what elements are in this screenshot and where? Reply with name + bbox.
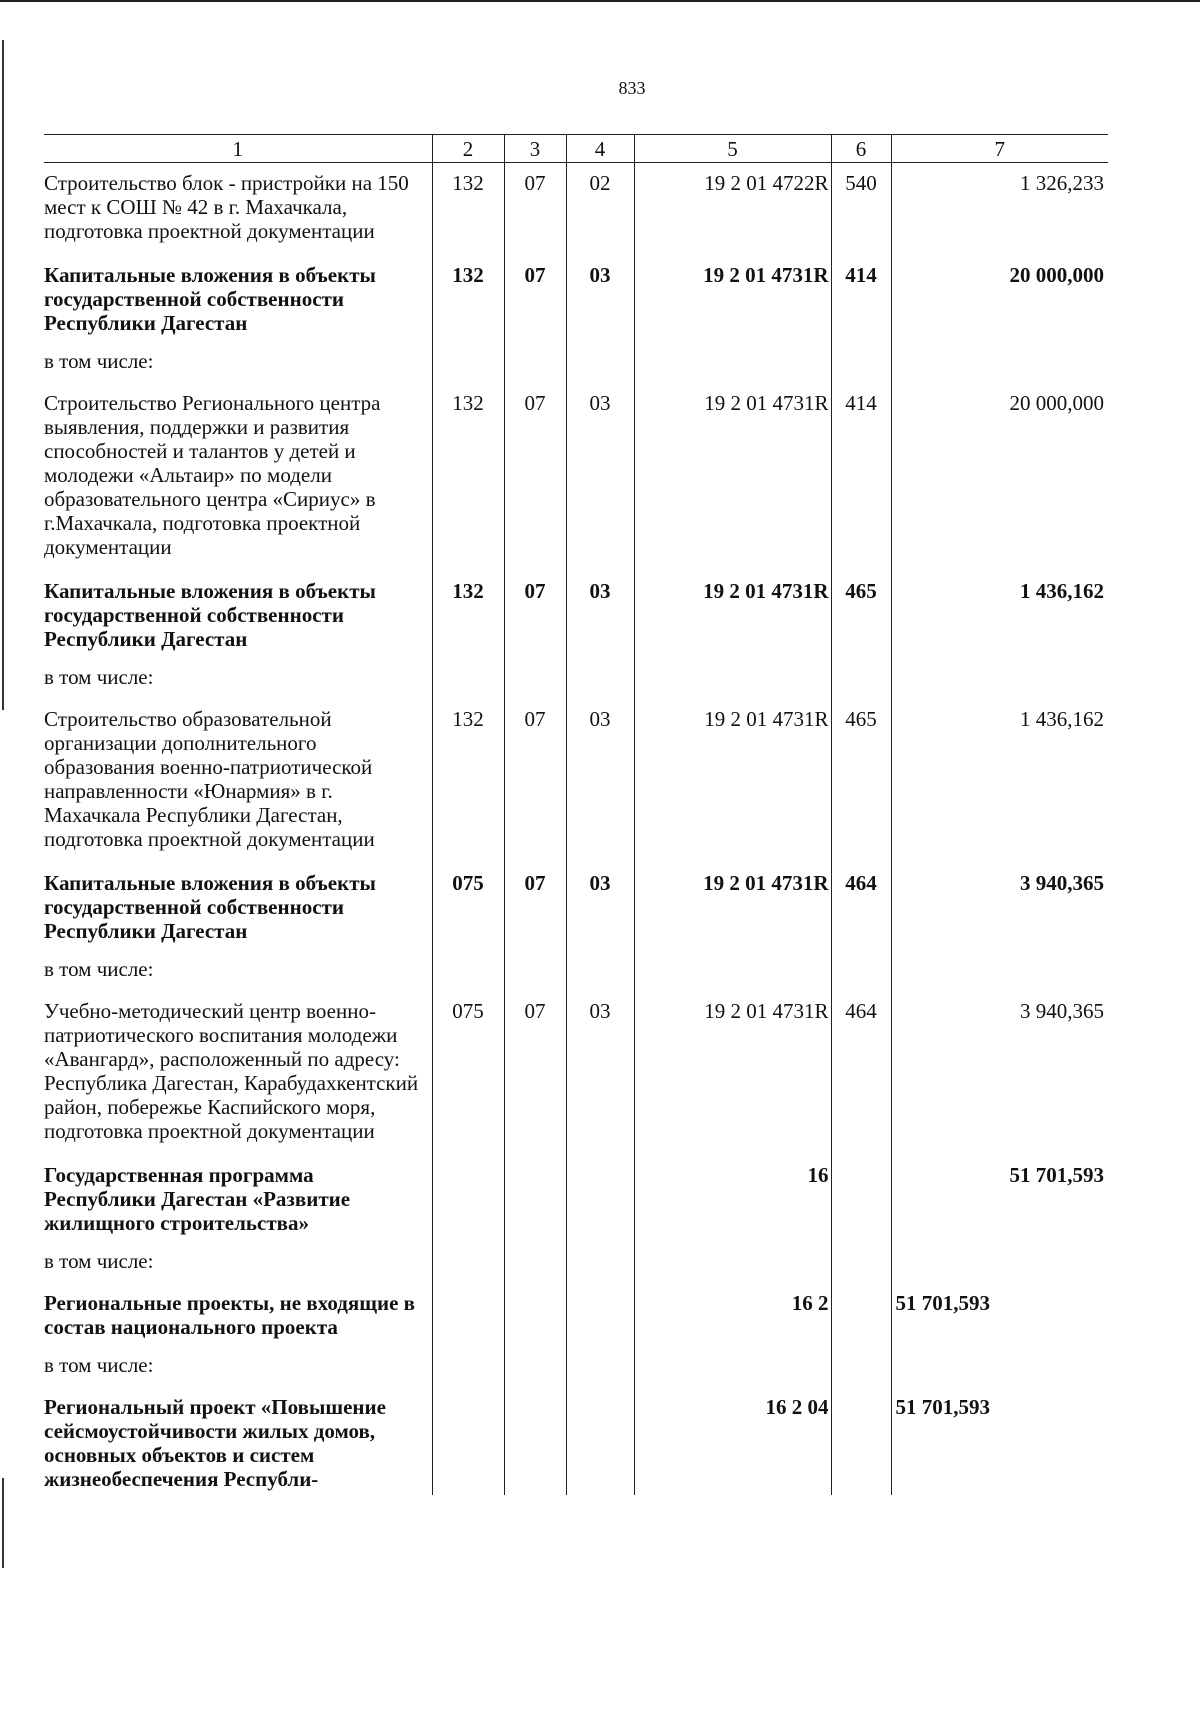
section-code: 07 — [504, 163, 566, 256]
target-article: 19 2 01 4731R — [634, 699, 831, 863]
target-article: 19 2 01 4731R — [634, 255, 831, 347]
empty-cell — [831, 347, 891, 383]
table-row-total — [44, 255, 1108, 347]
empty-cell — [831, 955, 891, 991]
amount: 1 436,162 — [891, 699, 1108, 863]
empty-cell — [432, 663, 504, 699]
subsection-code: 03 — [566, 571, 634, 663]
subtotal-label-row — [44, 955, 1108, 991]
column-number-row — [44, 135, 1108, 163]
amount: 20 000,000 — [891, 255, 1108, 347]
empty-cell — [504, 663, 566, 699]
empty-cell — [566, 1247, 634, 1283]
expense-type: 465 — [831, 699, 891, 863]
table-row — [44, 383, 1108, 571]
empty-cell — [634, 955, 831, 991]
subsection-code — [566, 1283, 634, 1351]
expense-type — [831, 1283, 891, 1351]
empty-cell — [634, 1247, 831, 1283]
subtotal-label-row — [44, 1247, 1108, 1283]
empty-cell — [504, 1247, 566, 1283]
section-code: 07 — [504, 255, 566, 347]
empty-cell — [504, 1351, 566, 1387]
target-article: 19 2 01 4731R — [634, 991, 831, 1155]
section-code: 07 — [504, 863, 566, 955]
amount: 51 701,593 — [891, 1387, 1108, 1495]
empty-cell — [891, 663, 1108, 699]
label-in-total: в том числе: — [44, 957, 154, 981]
column-header: 2 — [432, 135, 504, 163]
subsection-code: 03 — [566, 383, 634, 571]
target-article: 19 2 01 4731R — [634, 571, 831, 663]
amount: 3 940,365 — [891, 863, 1108, 955]
expense-type — [831, 1155, 891, 1247]
target-article: 16 2 — [634, 1283, 831, 1351]
label-in-total: в том числе: — [44, 1249, 154, 1273]
amount: 1 436,162 — [891, 571, 1108, 663]
section-code: 07 — [504, 991, 566, 1155]
empty-cell — [831, 663, 891, 699]
empty-cell — [891, 347, 1108, 383]
amount: 3 940,365 — [891, 991, 1108, 1155]
column-header: 3 — [504, 135, 566, 163]
label-in-total: в том числе: — [44, 1353, 154, 1377]
subsection-code — [566, 1387, 634, 1495]
empty-cell — [891, 1351, 1108, 1387]
table-body — [44, 163, 1108, 1496]
expense-type: 414 — [831, 383, 891, 571]
item-name: Строительство Регионального центра выявления, поддержки и развития способностей и талантов у детей и молодежи «Альтаир» по модели образовательного центра «Сириус» в г.Махачкала, подготовка проектной документации — [44, 391, 381, 559]
admin-code: 075 — [432, 863, 504, 955]
empty-cell — [432, 955, 504, 991]
empty-cell — [566, 1351, 634, 1387]
empty-cell — [566, 347, 634, 383]
top-rule — [0, 0, 1200, 2]
subtotal-label-row — [44, 1351, 1108, 1387]
admin-code: 132 — [432, 383, 504, 571]
column-header: 1 — [44, 135, 432, 163]
subsection-code — [566, 1155, 634, 1247]
expense-type: 464 — [831, 991, 891, 1155]
admin-code: 132 — [432, 699, 504, 863]
empty-cell — [634, 663, 831, 699]
item-name: Региональный проект «Повышение сейсмоустойчивости жилых домов, основных объектов и систем жизнеобеспечения Республи- — [44, 1395, 386, 1491]
budget-table — [44, 134, 1108, 1495]
target-article: 19 2 01 4722R — [634, 163, 831, 256]
section-code: 07 — [504, 571, 566, 663]
table-row — [44, 699, 1108, 863]
table-row-total — [44, 1387, 1108, 1495]
item-name: Капитальные вложения в объекты государственной собственности Республики Дагестан — [44, 871, 376, 943]
admin-code — [432, 1283, 504, 1351]
admin-code: 132 — [432, 571, 504, 663]
table-row — [44, 163, 1108, 256]
target-article: 16 — [634, 1155, 831, 1247]
table-row-total — [44, 1283, 1108, 1351]
item-name: Региональные проекты, не входящие в состав национального проекта — [44, 1291, 415, 1339]
expense-type: 414 — [831, 255, 891, 347]
scan-edge-left-lower — [2, 1478, 4, 1568]
amount: 51 701,593 — [891, 1155, 1108, 1247]
target-article: 19 2 01 4731R — [634, 383, 831, 571]
label-in-total: в том числе: — [44, 349, 154, 373]
expense-type: 465 — [831, 571, 891, 663]
amount: 20 000,000 — [891, 383, 1108, 571]
subsection-code: 03 — [566, 991, 634, 1155]
table-row-total — [44, 863, 1108, 955]
subsection-code: 03 — [566, 699, 634, 863]
target-article: 19 2 01 4731R — [634, 863, 831, 955]
subtotal-label-row — [44, 663, 1108, 699]
empty-cell — [504, 347, 566, 383]
admin-code: 132 — [432, 255, 504, 347]
item-name: Строительство образовательной организации дополнительного образования военно-патриотической направленности «Юнармия» в г. Махачкала Республики Дагестан, подготовка проектной документации — [44, 707, 375, 851]
subtotal-label-row — [44, 347, 1108, 383]
section-code — [504, 1155, 566, 1247]
item-name: Капитальные вложения в объекты государственной собственности Республики Дагестан — [44, 579, 376, 651]
empty-cell — [504, 955, 566, 991]
section-code — [504, 1387, 566, 1495]
item-name: Капитальные вложения в объекты государственной собственности Республики Дагестан — [44, 263, 376, 335]
subsection-code: 02 — [566, 163, 634, 256]
empty-cell — [891, 1247, 1108, 1283]
empty-cell — [566, 663, 634, 699]
item-name: Учебно-методический центр военно-патриотического воспитания молодежи «Авангард», расположенный по адресу: Республика Дагестан, Карабудахкентский район, побережье Каспийского моря, подготовка проектной документации — [44, 999, 419, 1143]
empty-cell — [634, 347, 831, 383]
item-name: Государственная программа Республики Дагестан «Развитие жилищного строительства» — [44, 1163, 351, 1235]
subsection-code: 03 — [566, 863, 634, 955]
section-code: 07 — [504, 699, 566, 863]
empty-cell — [432, 1351, 504, 1387]
section-code: 07 — [504, 383, 566, 571]
admin-code — [432, 1387, 504, 1495]
column-header: 4 — [566, 135, 634, 163]
amount: 1 326,233 — [891, 163, 1108, 256]
admin-code — [432, 1155, 504, 1247]
column-header: 7 — [891, 135, 1108, 163]
expense-type: 540 — [831, 163, 891, 256]
empty-cell — [891, 955, 1108, 991]
target-article: 16 2 04 — [634, 1387, 831, 1495]
column-header: 6 — [831, 135, 891, 163]
admin-code: 132 — [432, 163, 504, 256]
table-row-total — [44, 1155, 1108, 1247]
admin-code: 075 — [432, 991, 504, 1155]
item-name: Строительство блок - пристройки на 150 мест к СОШ № 42 в г. Махачкала, подготовка проектной документации — [44, 171, 409, 243]
amount: 51 701,593 — [891, 1283, 1108, 1351]
page-number: 833 — [618, 78, 646, 98]
subsection-code: 03 — [566, 255, 634, 347]
scan-edge-left — [2, 40, 4, 710]
section-code — [504, 1283, 566, 1351]
expense-type — [831, 1387, 891, 1495]
table-row-total — [44, 571, 1108, 663]
empty-cell — [432, 347, 504, 383]
empty-cell — [634, 1351, 831, 1387]
table-row — [44, 991, 1108, 1155]
empty-cell — [831, 1247, 891, 1283]
empty-cell — [566, 955, 634, 991]
expense-type: 464 — [831, 863, 891, 955]
empty-cell — [432, 1247, 504, 1283]
empty-cell — [831, 1351, 891, 1387]
column-header: 5 — [634, 135, 831, 163]
label-in-total: в том числе: — [44, 665, 154, 689]
